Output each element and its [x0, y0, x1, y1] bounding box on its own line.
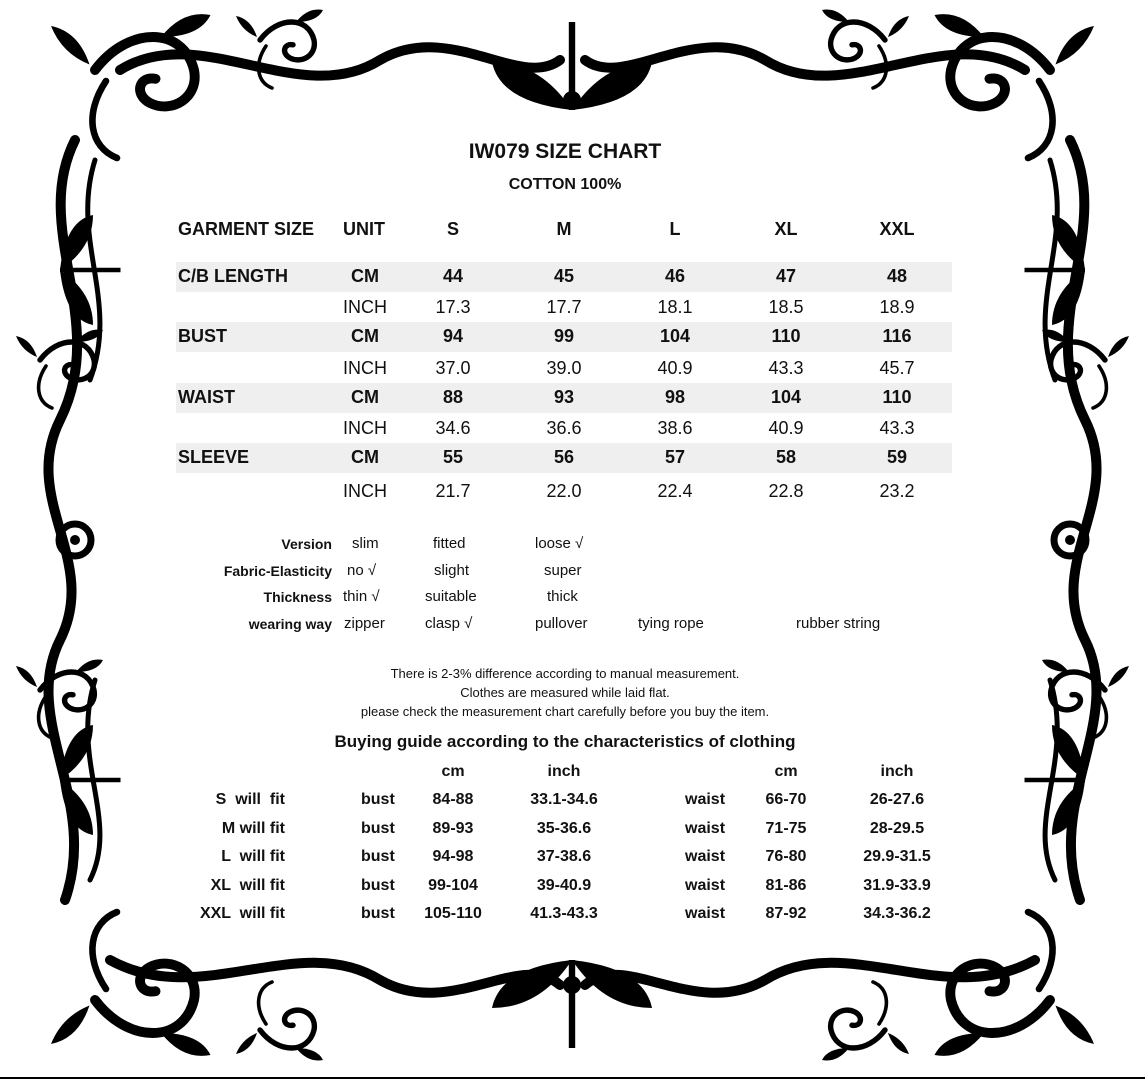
table-cell: 23.2: [879, 481, 915, 501]
guide-cell: 81-86: [765, 877, 807, 894]
guide-size: L will fit: [221, 848, 285, 865]
guide-size: XL will fit: [210, 877, 285, 894]
table-cell: 18.9: [879, 297, 915, 317]
table-cell: 46: [664, 266, 686, 286]
guide-cell: 66-70: [765, 791, 807, 808]
guide-size: M will fit: [221, 820, 285, 837]
header-unit: UNIT: [343, 219, 385, 239]
buying-guide-title: Buying guide according to the characteristics of clothing: [334, 732, 796, 751]
note-line: There is 2-3% difference according to manual measurement.: [390, 666, 740, 681]
table-cell: 43.3: [879, 418, 915, 438]
table-cell: 17.3: [435, 297, 471, 317]
header-size-xxl: XXL: [879, 219, 915, 239]
attr-option: rubber string: [796, 615, 881, 632]
guide-col-header: inch: [547, 763, 581, 780]
attr-option: loose √: [535, 535, 584, 552]
header-size-xl: XL: [774, 219, 798, 239]
table-cell: 18.5: [768, 297, 804, 317]
attr-option: pullover: [535, 615, 588, 632]
table-cell: 88: [442, 387, 464, 407]
table-cell: 110: [771, 326, 801, 346]
attr-label-wearing-way: wearing way: [248, 616, 332, 632]
table-cell: 37.0: [435, 358, 471, 378]
attr-label-fabric-elasticity: Fabric-Elasticity: [223, 563, 332, 579]
guide-size: XXL will fit: [199, 905, 285, 922]
unit-cm: CM: [351, 266, 379, 286]
table-cell: 94: [442, 326, 464, 346]
guide-cell: 71-75: [765, 820, 807, 837]
table-cell: 59: [886, 447, 908, 467]
attr-label-version: Version: [281, 536, 332, 552]
table-cell: 43.3: [768, 358, 804, 378]
row-label-sleeve: SLEEVE: [178, 447, 250, 467]
page-subtitle: COTTON 100%: [508, 176, 622, 193]
table-cell: 56: [553, 447, 575, 467]
table-cell: 99: [553, 326, 575, 346]
table-cell: 18.1: [657, 297, 693, 317]
attr-label-thickness: Thickness: [263, 589, 332, 605]
guide-part: waist: [685, 791, 726, 808]
guide-cell: 99-104: [428, 877, 478, 894]
guide-cell: 29.9-31.5: [863, 848, 931, 865]
row-label-bust: BUST: [178, 326, 227, 346]
note-line: please check the measurement chart carefully before you buy the item.: [360, 704, 770, 719]
table-cell: 110: [882, 387, 912, 407]
unit-cm: CM: [351, 387, 379, 407]
attr-option: no √: [347, 562, 377, 579]
guide-cell: 105-110: [424, 905, 482, 922]
attr-option: tying rope: [638, 615, 704, 632]
header-size-m: M: [556, 219, 572, 239]
unit-inch: INCH: [343, 418, 387, 438]
header-size-l: L: [669, 219, 681, 239]
unit-inch: INCH: [343, 297, 387, 317]
table-cell: 40.9: [768, 418, 804, 438]
table-cell: 55: [442, 447, 464, 467]
row-label-waist: WAIST: [178, 387, 235, 407]
table-cell: 116: [882, 326, 912, 346]
table-cell: 104: [659, 326, 691, 346]
table-cell: 36.6: [546, 418, 582, 438]
guide-cell: 31.9-33.9: [863, 877, 931, 894]
guide-cell: 84-88: [432, 791, 474, 808]
table-cell: 21.7: [435, 481, 471, 501]
guide-part: bust: [361, 848, 395, 865]
table-cell: 22.0: [546, 481, 582, 501]
attr-option: thick: [547, 588, 578, 605]
table-cell: 48: [886, 266, 908, 286]
table-cell: 17.7: [546, 297, 582, 317]
header-size-s: S: [446, 219, 459, 239]
unit-inch: INCH: [343, 481, 387, 501]
guide-cell: 76-80: [765, 848, 807, 865]
guide-part: waist: [685, 905, 726, 922]
guide-cell: 35-36.6: [536, 820, 592, 837]
page-title: IW079 SIZE CHART: [468, 140, 662, 163]
attr-option: fitted: [433, 535, 466, 552]
guide-cell: 94-98: [432, 848, 474, 865]
table-cell: 40.9: [657, 358, 693, 378]
table-cell: 58: [775, 447, 797, 467]
table-cell: 22.8: [768, 481, 804, 501]
table-cell: 39.0: [546, 358, 582, 378]
guide-part: waist: [685, 848, 726, 865]
attr-option: slim: [352, 535, 379, 552]
attr-option: super: [544, 562, 582, 579]
unit-inch: INCH: [343, 358, 387, 378]
table-cell: 98: [664, 387, 686, 407]
guide-cell: 87-92: [765, 905, 807, 922]
guide-col-header: inch: [880, 763, 914, 780]
guide-cell: 33.1-34.6: [530, 791, 598, 808]
guide-part: waist: [685, 877, 726, 894]
table-cell: 44: [442, 266, 464, 286]
row-label-cb-length: C/B LENGTH: [178, 266, 288, 286]
unit-cm: CM: [351, 447, 379, 467]
guide-part: bust: [361, 877, 395, 894]
attr-option: clasp √: [425, 615, 473, 632]
table-cell: 45.7: [879, 358, 915, 378]
attr-option: slight: [434, 562, 470, 579]
table-cell: 38.6: [657, 418, 693, 438]
table-cell: 104: [770, 387, 802, 407]
guide-cell: 28-29.5: [869, 820, 925, 837]
guide-cell: 37-38.6: [536, 848, 592, 865]
attr-option: thin √: [343, 588, 380, 605]
attr-option: zipper: [344, 615, 385, 632]
table-cell: 22.4: [657, 481, 693, 501]
guide-col-header: cm: [441, 763, 465, 780]
guide-cell: 26-27.6: [869, 791, 925, 808]
guide-part: bust: [361, 905, 395, 922]
guide-cell: 39-40.9: [536, 877, 592, 894]
guide-size: S will fit: [215, 791, 285, 808]
guide-cell: 89-93: [432, 820, 474, 837]
table-cell: 47: [775, 266, 797, 286]
table-cell: 45: [553, 266, 575, 286]
note-line: Clothes are measured while laid flat.: [460, 685, 670, 700]
guide-cell: 34.3-36.2: [863, 905, 931, 922]
table-cell: 93: [553, 387, 575, 407]
header-garment-size: GARMENT SIZE: [178, 219, 315, 239]
guide-col-header: cm: [774, 763, 798, 780]
guide-part: bust: [361, 820, 395, 837]
table-cell: 34.6: [435, 418, 471, 438]
guide-part: waist: [685, 820, 726, 837]
guide-part: bust: [361, 791, 395, 808]
unit-cm: CM: [351, 326, 379, 346]
attr-option: suitable: [425, 588, 477, 605]
guide-cell: 41.3-43.3: [530, 905, 598, 922]
table-cell: 57: [664, 447, 686, 467]
